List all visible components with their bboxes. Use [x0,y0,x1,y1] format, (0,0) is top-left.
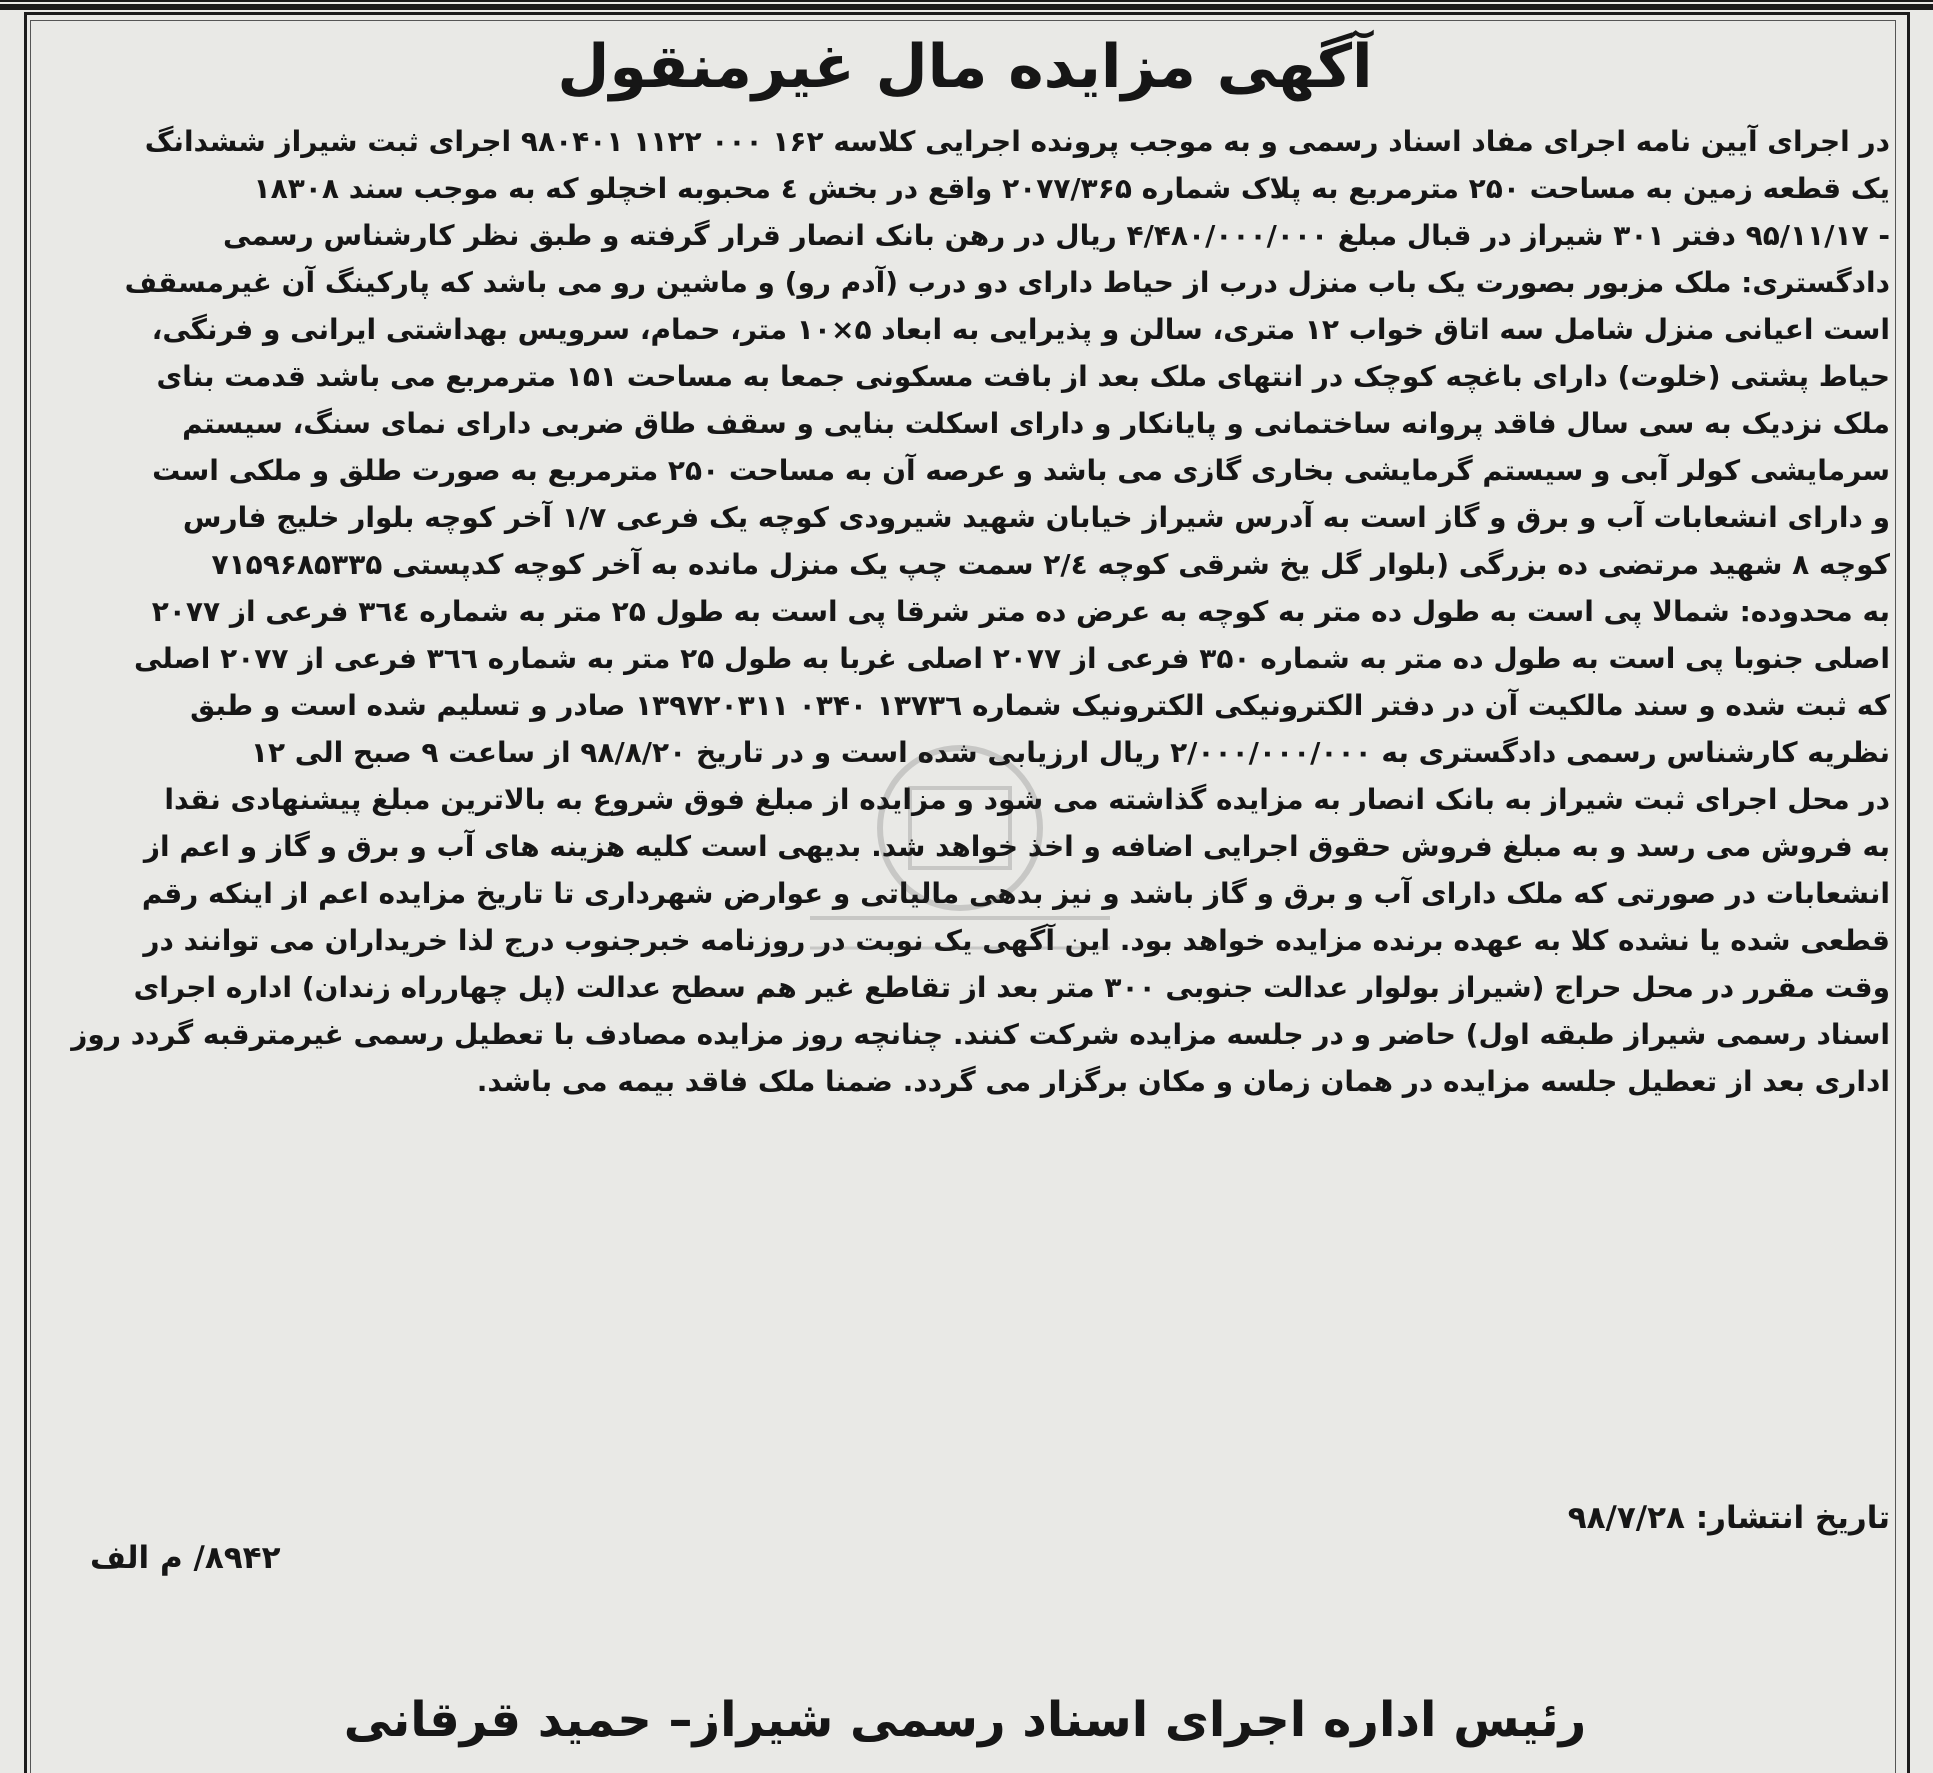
notice-line: به محدوده: شمالا پی است به طول ده متر به کوچه به عرض ده متر شرقا پی است به طول ۲۵ متر به شماره ۳٦٤ فرعی از ۲۰۷۷ [151,595,1890,628]
notice-line: کوچه ۸ شهید مرتضی ده بزرگی (بلوار گل یخ شرقی کوچه ۲/٤ سمت چپ یک منزل مانده به آخر کوچه کدپستی ۷۱۵۹۶۸۵۳۳۵ [211,548,1890,581]
footer-row [90,1500,1890,1576]
signature-line: رئیس اداره اجرای اسناد رسمی شیراز– حمید قرقانی [343,1692,1587,1748]
notice-line: به فروش می رسد و به مبلغ فروش حقوق اجرایی اضافه و اخذ خواهد شد. بدیهی است کلیه هزینه های آب و برق و گاز و اعم از [143,830,1890,863]
notice-line: سرمایشی کولر آبی و سیستم گرمایشی بخاری گازی می باشد و عرصه آن به مساحت ۲۵۰ مترمربع به صورت طلق و ملکی است [152,454,1890,487]
notice-line: در اجرای آیین نامه اجرای مفاد اسناد رسمی و به موجب پرونده اجرایی کلاسه ۱۶۲ ۰۰۰ ۱۱۲۲ ۹۸۰۴۰۱ اجرای ثبت شیراز ششدانگ [144,125,1890,158]
notice-line: اداری بعد از تعطیل جلسه مزایده در همان زمان و مکان برگزار می گردد. ضمنا ملک فاقد بیمه می باشد. [476,1065,1890,1098]
notice-line: دادگستری: ملک مزبور بصورت یک باب منزل درب از حیاط دارای دو درب (آدم رو) و ماشین رو می باشد که پارکینگ آن غیرمسقف [124,266,1890,299]
notice-line: و دارای انشعابات آب و برق و گاز است به آدرس شیراز خیابان شهید شیرودی کوچه یک فرعی ۱/۷ آخر کوچه بلوار خلیج فارس [182,501,1890,534]
notice-line: است اعیانی منزل شامل سه اتاق خواب ۱۲ متری، سالن و پذیرایی به ابعاد ۵×۱۰ متر، حمام، سرویس بهداشتی ایرانی و فرنگی، [151,313,1890,346]
notice-line: - ۹۵/۱۱/۱۷ دفتر ۳۰۱ شیراز در قبال مبلغ ۴/۴۸۰/۰۰۰/۰۰۰ ریال در رهن بانک انصار قرار گرفته و طبق نظر کارشناس رسمی [222,219,1890,252]
publication-date: تاریخ انتشار: ۹۸/۷/۲۸ [1567,1500,1890,1536]
notice-line: ملک نزدیک به سی سال فاقد پروانه ساختمانی و پایانکار و دارای اسکلت بنایی و سقف طاق ضربی دارای نمای سنگ، سیستم [182,407,1890,440]
reference-number: ۸۹۴۲/ م الف [90,1540,281,1576]
notice-line: حیاط پشتی (خلوت) دارای باغچه کوچک در انتهای ملک بعد از بافت مسکونی جمعا به مساحت ۱۵۱ مترمربع می باشد قدمت بنای [156,360,1890,393]
notice-body [50,118,1890,1105]
notice-line: که ثبت شده و سند مالکیت آن در دفتر الکترونیکی الکترونیک شماره ۱۳۷۳٦ ۰۳۴۰ ۱۳۹۷۲۰۳۱۱ صادر و تسلیم شده است و طبق [190,689,1890,722]
top-border-strip [0,0,1933,10]
notice-title: آگهی مزایده مال غیرمنقول [557,32,1373,102]
notice-line: در محل اجرای ثبت شیراز به بانک انصار به مزایده گذاشته می شود و مزایده از مبلغ فوق شروع به بالاترین مبلغ پیشنهادی نقدا [164,783,1890,816]
notice-line: اسناد رسمی شیراز طبقه اول) حاضر و در جلسه مزایده شرکت کنند. چنانچه روز مزایده مصادف با تعطیل رسمی غیرمترقبه گردد روز [71,1018,1890,1051]
notice-line: وقت مقرر در محل حراج (شیراز بولوار عدالت جنوبی ۳۰۰ متر بعد از تقاطع غیر هم سطح عدالت (پل چهارراه زندان) اداره اجرای [133,971,1890,1004]
notice-line: یک قطعه زمین به مساحت ۲۵۰ مترمربع به پلاک شماره ۲۰۷۷/۳۶۵ واقع در بخش ٤ محبوبه اخچلو که به موجب سند ۱۸۳۰۸ [253,172,1890,205]
notice-line: قطعی شده یا نشده کلا به عهده برنده مزایده خواهد بود. این آگهی یک نوبت در روزنامه خبرجنوب درج لذا خریداران می توانند در [143,924,1890,957]
notice-line: نظریه کارشناس رسمی دادگستری به ۲/۰۰۰/۰۰۰/۰۰۰ ریال ارزیابی شده است و در تاریخ ۹۸/۸/۲۰ از ساعت ۹ صبح الی ۱۲ [250,736,1890,769]
notice-line: انشعابات در صورتی که ملک دارای آب و برق و گاز باشد و نیز بدهی مالیاتی و عوارض شهرداری تا تاریخ مزایده اعم از اینکه رقم [141,877,1890,910]
notice-line: اصلی جنوبا پی است به طول ده متر به شماره ۳۵۰ فرعی از ۲۰۷۷ اصلی غربا به طول ۲۵ متر به شماره ۳٦٦ فرعی از ۲۰۷۷ اصلی [133,642,1890,675]
